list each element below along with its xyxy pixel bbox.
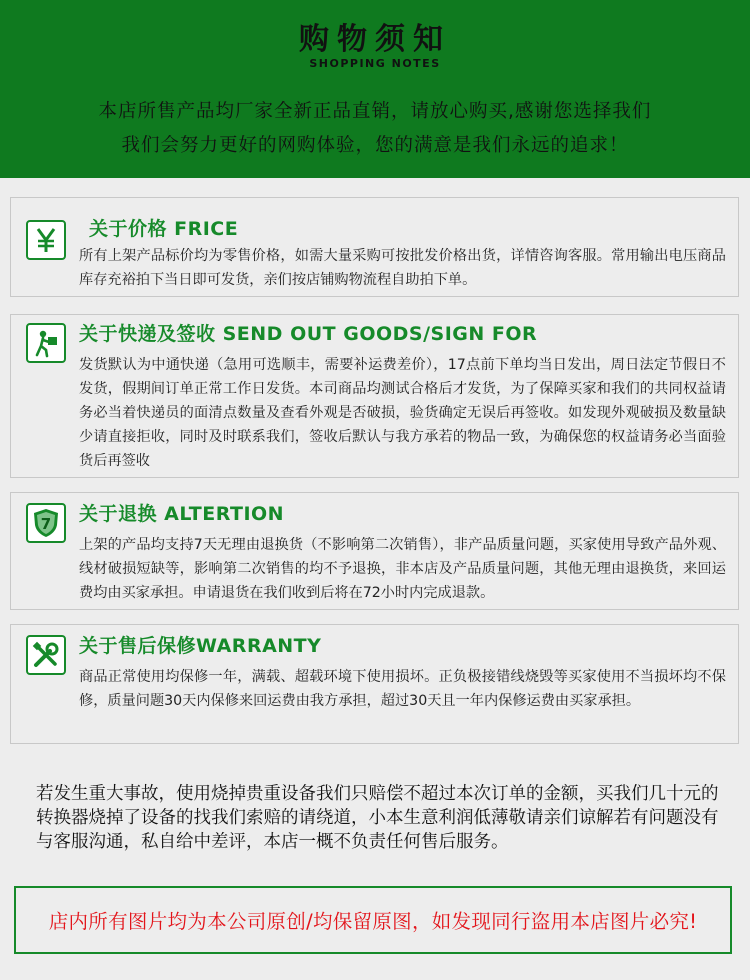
section-returns [10, 492, 739, 610]
section-returns-body: 上架的产品均支持7天无理由退换货（不影响第二次销售），非产品质量问题，买家使用导致产品外观、线材破损短缺等，影响第二次销售的均不予退换，非本店及产品质量问题，其他无理由退换货，来回运费均由买家承担。申请退货在我们收到后将在72小时内完成退款。 [79, 537, 726, 601]
header-banner [0, 0, 750, 178]
tools-icon [26, 635, 66, 675]
courier-icon [26, 323, 66, 363]
seven-day-shield-icon [26, 503, 66, 543]
header-intro-line-1: 本店所售产品均厂家全新正品直销，请放心购买,感谢您选择我们 [98, 101, 652, 122]
section-warranty [10, 624, 739, 744]
yen-icon [26, 220, 66, 260]
page-title: 购物须知 [299, 22, 451, 57]
liability-notice: 若发生重大事故，使用烧掉贵重设备我们只赔偿不超过本次订单的金额，买我们几十元的转换器烧掉了设备的找我们索赔的请绕道，小本生意利润低薄敬请亲们谅解若有问题没有与客服沟通，私自给中差评，本店一概不负责任何售后服务。 [36, 784, 719, 852]
section-shipping [10, 314, 739, 478]
section-price-body: 所有上架产品标价均为零售价格，如需大量采购可按批发价格出货，详情咨询客服。常用输出电压商品库存充裕拍下当日即可发货，亲们按店铺购物流程自助拍下单。 [79, 248, 726, 288]
svg-text:7: 7 [40, 515, 52, 533]
section-warranty-title: 关于售后保修WARRANTY [79, 635, 322, 657]
copyright-text: 店内所有图片均为本公司原创/均保留原图，如发现同行盗用本店图片必究! [48, 910, 698, 933]
section-price [10, 197, 739, 297]
section-warranty-body: 商品正常使用均保修一年，满载、超载环境下使用损坏。正负极接错线烧毁等买家使用不当损坏均不保修，质量问题30天内保修来回运费由我方承担，超过30天且一年内保修运费由买家承担。 [79, 669, 726, 709]
header-intro-line-2: 我们会努力更好的网购体验，您的满意是我们永远的追求！ [121, 135, 629, 156]
section-shipping-body: 发货默认为中通快递（急用可选顺丰，需要补运费差价），17点前下单均当日发出，周日法定节假日不发货，假期间订单正常工作日发货。本司商品均测试合格后才发货，为了保障买家和我们的共同权益请务必当着快递员的面清点数量及查看外观是否破损，验货确定无误后再签收。如发现外观破损及数量缺少请直接拒收，同时及时联系我们，签收后默认与我方承若的物品一致，为确保您的权益请务必当面验货后再签收 [79, 357, 726, 469]
page-subtitle: SHOPPING NOTES [309, 57, 441, 70]
section-shipping-title: 关于快递及签收 SEND OUT GOODS/SIGN FOR [79, 323, 538, 345]
section-price-title: 关于价格 FRICE [89, 218, 239, 240]
copyright-banner [14, 886, 732, 954]
section-returns-title: 关于退换 ALTERTION [79, 503, 285, 525]
